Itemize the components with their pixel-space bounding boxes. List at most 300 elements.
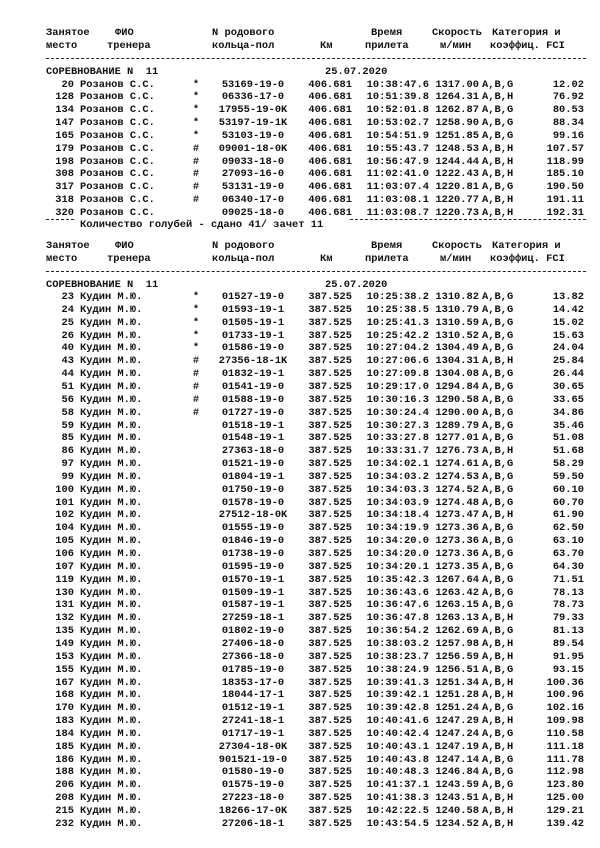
cell-name: Кудин М.Ю. (80, 419, 143, 432)
cell-mark: # (192, 155, 200, 168)
cell-place: 85 (61, 432, 74, 445)
cell-time: 10:39:42.1 (366, 689, 429, 702)
header-place-2: место (46, 253, 78, 265)
cell-name: Кудин М.Ю. (80, 779, 143, 792)
header-name: ФИО (115, 27, 134, 39)
cell-fci: 139.42 (546, 817, 584, 830)
cell-cat: A,B,G (482, 181, 514, 194)
cell-ring: 01541-19-0 (221, 380, 285, 393)
cell-place: 99 (61, 470, 74, 483)
header-place: Занятое (46, 27, 90, 39)
table-row (0, 420, 600, 433)
cell-ring: 01512-19-1 (221, 702, 285, 715)
summary-text: Количество голубей - сдано 41/ зачет 11 (80, 219, 324, 231)
competition-date: 25.07.2020 (325, 66, 388, 78)
cell-cat: A,B,G (482, 291, 514, 303)
cell-name: Кудин М.Ю. (80, 805, 143, 817)
cell-km: 387.525 (308, 727, 352, 740)
cell-time: 10:30:16.3 (366, 393, 429, 406)
cell-time: 10:25:38.2 (366, 291, 429, 303)
table-row (0, 509, 600, 522)
cell-ring: 27366-18-0 (221, 650, 285, 663)
cell-cat: A,B,H (482, 207, 514, 219)
cell-name: Розанов С.С. (80, 129, 155, 142)
summary-dash-left (46, 219, 74, 220)
cell-time: 10:51:39.8 (366, 91, 429, 104)
cell-name: Кудин М.Ю. (80, 483, 143, 496)
cell-fci: 13.82 (552, 291, 584, 303)
cell-name: Кудин М.Ю. (80, 650, 143, 663)
cell-place: 97 (61, 458, 74, 471)
cell-ring: 09033-18-0 (221, 155, 285, 168)
cell-place: 198 (55, 155, 74, 168)
cell-name: Кудин М.Ю. (80, 458, 143, 471)
cell-time: 10:53:02.7 (366, 117, 429, 130)
cell-cat: A,B,G (482, 303, 514, 316)
cell-km: 387.525 (308, 483, 352, 496)
cell-speed: 1243.51 (435, 792, 479, 805)
cell-place: 206 (55, 779, 74, 792)
table-row (0, 548, 600, 561)
cell-ring: 01518-19-1 (221, 419, 285, 432)
cell-cat: A,B,G (482, 368, 514, 381)
cell-name: Кудин М.Ю. (80, 637, 143, 650)
table-row (0, 317, 600, 330)
cell-place: 104 (55, 522, 74, 535)
header-speed-2: м/мин (440, 253, 472, 265)
cell-speed: 1247.14 (435, 753, 479, 766)
cell-fci: 185.10 (546, 168, 584, 181)
cell-name: Кудин М.Ю. (80, 291, 143, 303)
cell-speed: 1317.00 (435, 78, 479, 91)
cell-cat: A,B,G (482, 535, 514, 548)
cell-fci: 34.86 (552, 406, 584, 419)
cell-place: 56 (61, 393, 74, 406)
cell-name: Кудин М.Ю. (80, 432, 143, 445)
cell-ring: 27512-18-0K (218, 509, 288, 522)
cell-fci: 89.54 (552, 637, 584, 650)
cell-time: 10:29:17.0 (366, 380, 429, 393)
cell-speed: 1310.82 (435, 291, 479, 303)
cell-place: 167 (55, 676, 74, 689)
cell-time: 10:40:48.3 (366, 766, 429, 779)
cell-cat: A,B,G (482, 104, 514, 117)
cell-speed: 1251.34 (435, 676, 479, 689)
cell-speed: 1220.73 (435, 207, 479, 219)
cell-speed: 1273.36 (435, 548, 479, 560)
cell-speed: 1267.64 (435, 573, 479, 586)
cell-speed: 1243.59 (435, 779, 479, 792)
table-row (0, 689, 600, 702)
cell-place: 215 (55, 805, 74, 817)
table-row (0, 715, 600, 728)
cell-fci: 15.02 (552, 316, 584, 329)
cell-name: Розанов С.С. (80, 181, 155, 194)
cell-fci: 60.10 (552, 483, 584, 496)
table-row (0, 497, 600, 510)
table-row (0, 432, 600, 445)
table-row (0, 818, 600, 831)
cell-name: Кудин М.Ю. (80, 702, 143, 715)
cell-name: Кудин М.Ю. (80, 663, 143, 676)
cell-ring: 01509-19-1 (221, 586, 285, 599)
cell-mark: * (192, 104, 200, 117)
cell-cat: A,B,G (482, 599, 514, 612)
cell-fci: 123.80 (546, 779, 584, 792)
cell-fci: 109.98 (546, 715, 584, 728)
cell-time: 10:35:42.3 (366, 573, 429, 586)
cell-place: 20 (61, 78, 74, 91)
cell-speed: 1247.29 (435, 715, 479, 728)
cell-ring: 18353-17-0 (221, 676, 285, 689)
header-ring-2: кольца-пол (212, 253, 275, 265)
cell-place: 170 (55, 702, 74, 715)
cell-ring: 27406-18-0 (221, 637, 285, 650)
cell-speed: 1263.13 (435, 612, 479, 625)
cell-ring: 01832-19-1 (221, 368, 285, 381)
cell-place: 101 (55, 496, 74, 509)
cell-mark: # (192, 368, 200, 381)
cell-km: 406.681 (308, 117, 352, 130)
cell-place: 24 (61, 303, 74, 316)
table-row (0, 677, 600, 690)
cell-ring: 17955-19-0K (218, 104, 288, 117)
cell-time: 10:25:38.5 (366, 303, 429, 316)
header-speed-2: м/мин (440, 40, 472, 52)
cell-km: 387.525 (308, 509, 352, 522)
cell-km: 387.525 (308, 329, 352, 342)
table-row (0, 805, 600, 818)
cell-time: 10:56:47.9 (366, 155, 429, 168)
competition-title: СОРЕВНОВАНИЕ N 11 (46, 279, 159, 291)
cell-cat: A,B,H (482, 612, 514, 625)
cell-ring: 01804-19-1 (221, 470, 285, 483)
competition-date: 25.07.2020 (325, 279, 388, 291)
cell-place: 153 (55, 650, 74, 663)
cell-place: 25 (61, 316, 74, 329)
cell-fci: 118.99 (546, 155, 584, 168)
cell-km: 387.525 (308, 637, 352, 650)
table-row (0, 91, 600, 104)
header-category: Категория и (492, 27, 561, 39)
table-row (0, 522, 600, 535)
cell-place: 128 (55, 91, 74, 104)
cell-name: Кудин М.Ю. (80, 470, 143, 483)
cell-speed: 1251.28 (435, 689, 479, 702)
cell-ring: 53131-19-0 (221, 181, 285, 194)
cell-fci: 14.42 (552, 303, 584, 316)
cell-place: 184 (55, 727, 74, 740)
cell-time: 11:03:08.7 (366, 207, 429, 219)
table-row (0, 291, 600, 304)
cell-speed: 1222.43 (435, 168, 479, 181)
cell-km: 387.525 (308, 470, 352, 483)
table-row (0, 355, 600, 368)
cell-time: 10:40:43.1 (366, 740, 429, 753)
cell-time: 10:38:47.6 (366, 78, 429, 91)
summary-dash-right (350, 219, 586, 220)
cell-ring: 01505-19-1 (221, 316, 285, 329)
cell-name: Кудин М.Ю. (80, 715, 143, 728)
cell-km: 387.525 (308, 496, 352, 509)
header-category: Категория и (492, 240, 561, 252)
table-row (0, 587, 600, 600)
cell-cat: A,B,G (482, 766, 514, 779)
cell-cat: A,B,G (482, 342, 514, 355)
cell-mark: # (192, 380, 200, 393)
cell-mark: # (192, 142, 200, 155)
cell-speed: 1274.53 (435, 470, 479, 483)
cell-place: 105 (55, 535, 74, 548)
cell-speed: 1220.81 (435, 181, 479, 194)
cell-km: 387.525 (308, 406, 352, 419)
cell-km: 387.525 (308, 663, 352, 676)
table-row (0, 638, 600, 651)
cell-km: 387.525 (308, 316, 352, 329)
cell-cat: A,B,G (482, 779, 514, 792)
table-row (0, 471, 600, 484)
cell-cat: A,B,H (482, 155, 514, 168)
cell-fci: 12.02 (552, 78, 584, 91)
table-row (0, 79, 600, 92)
cell-mark: * (192, 316, 200, 329)
cell-ring: 01588-19-0 (221, 393, 285, 406)
cell-place: 51 (61, 380, 74, 393)
cell-time: 11:03:07.4 (366, 181, 429, 194)
cell-cat: A,B,G (482, 496, 514, 509)
cell-name: Кудин М.Ю. (80, 509, 143, 522)
cell-place: 188 (55, 766, 74, 779)
cell-name: Кудин М.Ю. (80, 355, 143, 368)
cell-time: 10:33:27.8 (366, 432, 429, 445)
cell-km: 406.681 (308, 207, 352, 219)
cell-ring: 901521-19-0 (218, 753, 288, 766)
summary-row (0, 219, 600, 232)
cell-fci: 107.57 (546, 142, 584, 155)
cell-km: 387.525 (308, 342, 352, 355)
cell-km: 387.525 (308, 817, 352, 830)
cell-cat: A,B,G (482, 702, 514, 715)
cell-name: Кудин М.Ю. (80, 406, 143, 419)
cell-cat: A,B,H (482, 792, 514, 805)
cell-fci: 100.96 (546, 689, 584, 702)
cell-speed: 1304.49 (435, 342, 479, 355)
cell-speed: 1274.61 (435, 458, 479, 471)
cell-speed: 1290.58 (435, 393, 479, 406)
cell-place: 155 (55, 663, 74, 676)
header-category-2: коэффиц. FCI (490, 40, 565, 52)
table-row (0, 561, 600, 574)
cell-speed: 1247.19 (435, 740, 479, 753)
cell-name: Кудин М.Ю. (80, 393, 143, 406)
table-header-row-2 (0, 253, 600, 266)
cell-fci: 110.58 (546, 727, 584, 740)
cell-speed: 1273.47 (435, 509, 479, 522)
cell-fci: 63.70 (552, 548, 584, 560)
table-row (0, 194, 600, 207)
cell-name: Кудин М.Ю. (80, 625, 143, 638)
cell-place: 318 (55, 194, 74, 207)
divider (46, 271, 586, 272)
cell-speed: 1310.52 (435, 329, 479, 342)
cell-name: Розанов С.С. (80, 207, 155, 219)
cell-mark: * (192, 342, 200, 355)
cell-name: Кудин М.Ю. (80, 548, 143, 560)
cell-place: 44 (61, 368, 74, 381)
cell-cat: A,B,H (482, 91, 514, 104)
table-row (0, 368, 600, 381)
cell-km: 387.525 (308, 753, 352, 766)
cell-km: 387.525 (308, 676, 352, 689)
cell-fci: 93.15 (552, 663, 584, 676)
cell-place: 183 (55, 715, 74, 728)
cell-name: Кудин М.Ю. (80, 329, 143, 342)
cell-cat: A,B,H (482, 445, 514, 458)
cell-cat: A,B,H (482, 689, 514, 702)
cell-cat: A,B,H (482, 142, 514, 155)
cell-fci: 35.46 (552, 419, 584, 432)
cell-speed: 1277.01 (435, 432, 479, 445)
cell-km: 387.525 (308, 380, 352, 393)
cell-time: 10:52:01.8 (366, 104, 429, 117)
cell-name: Кудин М.Ю. (80, 766, 143, 779)
cell-cat: A,B,G (482, 663, 514, 676)
table-row (0, 728, 600, 741)
header-place-2: место (46, 40, 78, 52)
cell-fci: 63.10 (552, 535, 584, 548)
cell-fci: 88.34 (552, 117, 584, 130)
cell-cat: A,B,H (482, 715, 514, 728)
cell-name: Розанов С.С. (80, 155, 155, 168)
cell-mark: * (192, 329, 200, 342)
header-ring: N родового (212, 27, 275, 39)
cell-time: 10:27:06.6 (366, 355, 429, 368)
cell-km: 387.525 (308, 445, 352, 458)
cell-km: 387.525 (308, 458, 352, 471)
cell-fci: 59.50 (552, 470, 584, 483)
cell-fci: 26.44 (552, 368, 584, 381)
cell-name: Кудин М.Ю. (80, 573, 143, 586)
cell-time: 10:39:41.3 (366, 676, 429, 689)
cell-time: 10:38:23.7 (366, 650, 429, 663)
cell-place: 179 (55, 142, 74, 155)
cell-speed: 1240.58 (435, 805, 479, 817)
cell-cat: A,B,G (482, 483, 514, 496)
table-header-row-1 (0, 240, 600, 253)
cell-km: 387.525 (308, 740, 352, 753)
cell-fci: 60.70 (552, 496, 584, 509)
cell-ring: 27223-18-0 (221, 792, 285, 805)
competition-title: СОРЕВНОВАНИЕ N 11 (46, 66, 159, 78)
cell-km: 406.681 (308, 104, 352, 117)
cell-cat: A,B,H (482, 740, 514, 753)
cell-time: 10:41:37.1 (366, 779, 429, 792)
cell-fci: 30.65 (552, 380, 584, 393)
cell-speed: 1273.35 (435, 560, 479, 573)
cell-speed: 1276.73 (435, 445, 479, 458)
header-km: Км (320, 40, 333, 52)
cell-time: 10:40:43.8 (366, 753, 429, 766)
cell-km: 387.525 (308, 715, 352, 728)
cell-km: 387.525 (308, 805, 352, 817)
table-row (0, 741, 600, 754)
cell-km: 406.681 (308, 194, 352, 207)
cell-ring: 27093-16-0 (221, 168, 285, 181)
cell-speed: 1248.53 (435, 142, 479, 155)
cell-cat: A,B,H (482, 805, 514, 817)
cell-time: 10:39:42.8 (366, 702, 429, 715)
cell-ring: 18044-17-1 (221, 689, 285, 702)
cell-fci: 24.04 (552, 342, 584, 355)
cell-name: Кудин М.Ю. (80, 586, 143, 599)
cell-fci: 129.21 (546, 805, 584, 817)
cell-cat: A,B,G (482, 560, 514, 573)
cell-cat: A,B,H (482, 168, 514, 181)
table-row (0, 181, 600, 194)
cell-km: 387.525 (308, 792, 352, 805)
cell-mark: * (192, 303, 200, 316)
cell-time: 10:27:04.2 (366, 342, 429, 355)
cell-name: Кудин М.Ю. (80, 560, 143, 573)
cell-speed: 1273.36 (435, 535, 479, 548)
table-header-row-2 (0, 40, 600, 53)
cell-ring: 01785-19-0 (221, 663, 285, 676)
cell-time: 10:40:42.4 (366, 727, 429, 740)
cell-km: 406.681 (308, 129, 352, 142)
cell-fci: 100.36 (546, 676, 584, 689)
cell-km: 387.525 (308, 535, 352, 548)
cell-name: Кудин М.Ю. (80, 380, 143, 393)
cell-cat: A,B,G (482, 548, 514, 560)
cell-speed: 1244.44 (435, 155, 479, 168)
cell-km: 387.525 (308, 355, 352, 368)
cell-ring: 01575-19-0 (221, 779, 285, 792)
cell-ring: 27356-18-1K (218, 355, 288, 368)
cell-name: Кудин М.Ю. (80, 676, 143, 689)
cell-fci: 111.18 (546, 740, 584, 753)
cell-ring: 06336-17-0 (221, 91, 285, 104)
cell-fci: 78.73 (552, 599, 584, 612)
cell-fci: 99.16 (552, 129, 584, 142)
header-ring-2: кольца-пол (212, 40, 275, 52)
cell-ring: 27259-18-1 (221, 612, 285, 625)
cell-speed: 1310.79 (435, 303, 479, 316)
table-row (0, 330, 600, 343)
header-time-2: прилета (365, 40, 409, 52)
cell-place: 208 (55, 792, 74, 805)
cell-ring: 01750-19-0 (221, 483, 285, 496)
cell-cat: A,B,H (482, 637, 514, 650)
cell-ring: 53197-19-1K (218, 117, 288, 130)
table-row (0, 599, 600, 612)
table-header-row-1 (0, 27, 600, 40)
cell-place: 107 (55, 560, 74, 573)
cell-fci: 192.31 (546, 207, 584, 219)
table-row (0, 779, 600, 792)
cell-place: 308 (55, 168, 74, 181)
cell-speed: 1257.98 (435, 637, 479, 650)
cell-km: 387.525 (308, 291, 352, 303)
cell-fci: 102.16 (546, 702, 584, 715)
cell-name: Розанов С.С. (80, 168, 155, 181)
cell-ring: 01802-19-0 (221, 625, 285, 638)
cell-time: 10:34:19.9 (366, 522, 429, 535)
cell-cat: A,B,G (482, 458, 514, 471)
cell-ring: 01727-19-0 (221, 406, 285, 419)
cell-fci: 190.50 (546, 181, 584, 194)
cell-time: 10:55:43.7 (366, 142, 429, 155)
table-row (0, 168, 600, 181)
